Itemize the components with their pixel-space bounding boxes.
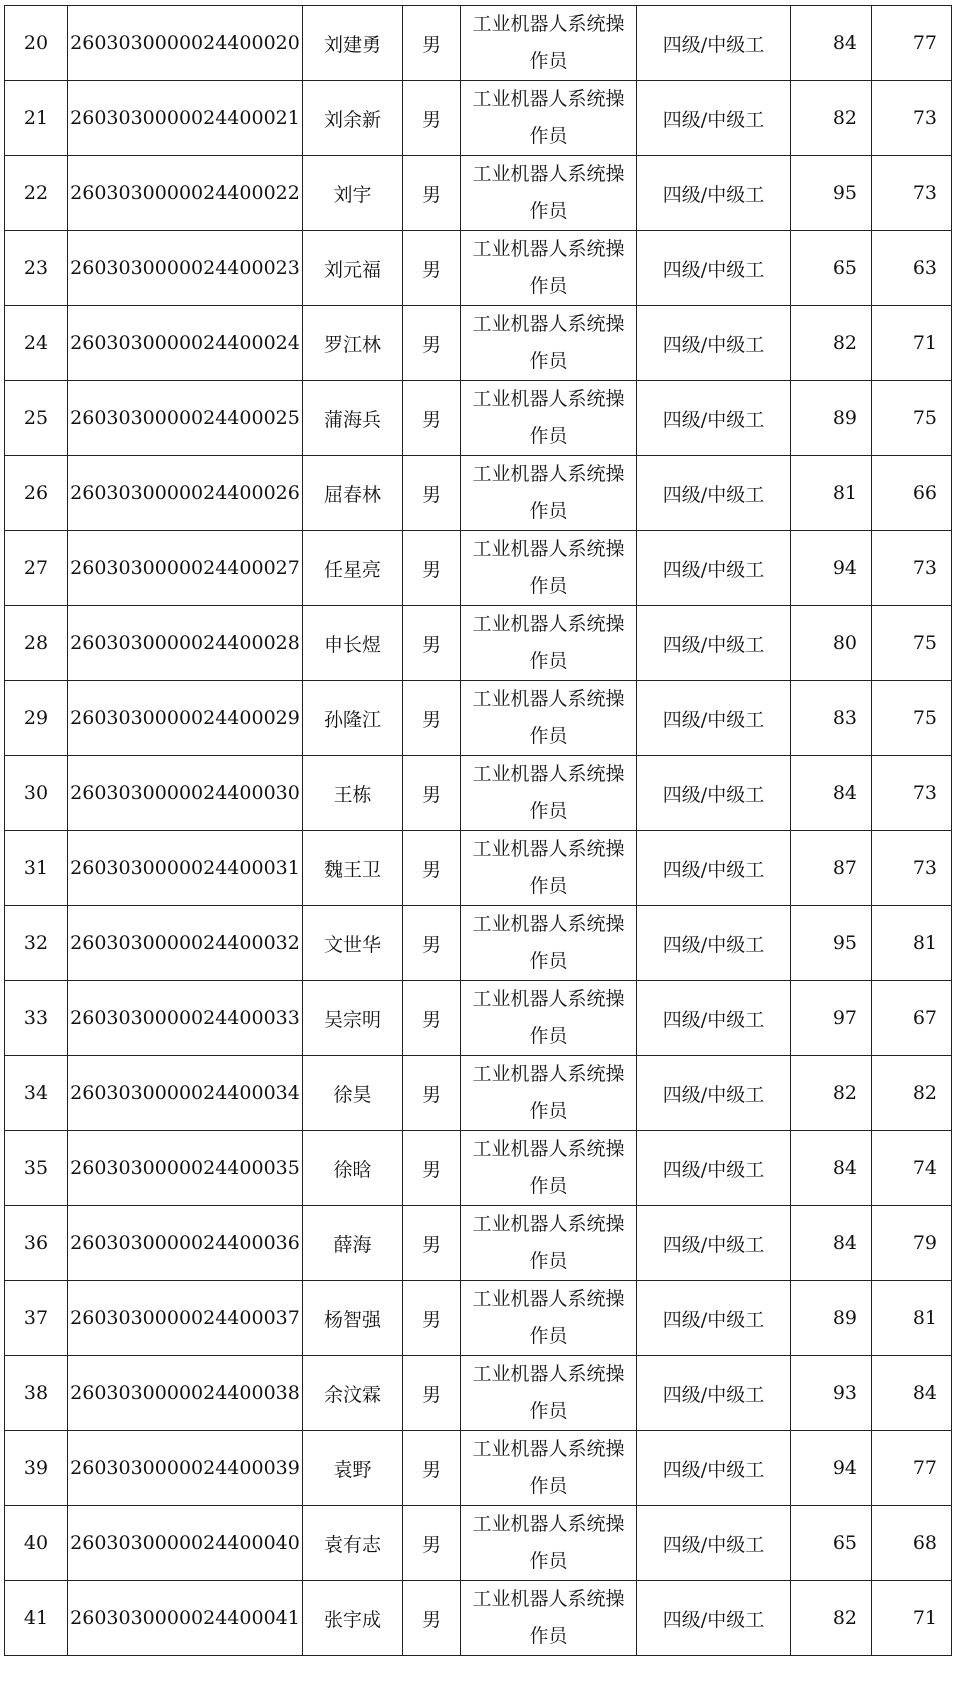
cell-score-b: 71 [872, 1581, 952, 1656]
cell-seq: 28 [5, 606, 68, 681]
cell-seq: 27 [5, 531, 68, 606]
cell-level: 四级/中级工 [637, 606, 791, 681]
cell-occupation: 工业机器人系统操作员 [461, 831, 637, 906]
cell-score-a: 97 [791, 981, 872, 1056]
cell-score-b: 74 [872, 1131, 952, 1206]
cell-cert-no: 2603030000024400027 [68, 531, 303, 606]
results-table [4, 5, 952, 1656]
cell-score-a: 82 [791, 1056, 872, 1131]
table-row [5, 531, 952, 606]
cell-name: 任星亮 [303, 531, 403, 606]
cell-level: 四级/中级工 [637, 6, 791, 81]
cell-occupation: 工业机器人系统操作员 [461, 1131, 637, 1206]
cell-occupation: 工业机器人系统操作员 [461, 306, 637, 381]
cell-seq: 30 [5, 756, 68, 831]
table-row [5, 231, 952, 306]
cell-score-b: 81 [872, 906, 952, 981]
cell-gender: 男 [403, 1206, 461, 1281]
cell-cert-no: 2603030000024400025 [68, 381, 303, 456]
cell-occupation: 工业机器人系统操作员 [461, 6, 637, 81]
table-row [5, 981, 952, 1056]
cell-occupation: 工业机器人系统操作员 [461, 1281, 637, 1356]
cell-occupation: 工业机器人系统操作员 [461, 1356, 637, 1431]
cell-score-a: 81 [791, 456, 872, 531]
cell-seq: 33 [5, 981, 68, 1056]
cell-score-b: 63 [872, 231, 952, 306]
cell-name: 袁野 [303, 1431, 403, 1506]
cell-name: 杨智强 [303, 1281, 403, 1356]
table-row [5, 1056, 952, 1131]
cell-level: 四级/中级工 [637, 456, 791, 531]
cell-occupation: 工业机器人系统操作员 [461, 531, 637, 606]
cell-score-a: 65 [791, 1506, 872, 1581]
cell-level: 四级/中级工 [637, 381, 791, 456]
cell-level: 四级/中级工 [637, 756, 791, 831]
cell-name: 刘元福 [303, 231, 403, 306]
cell-name: 刘建勇 [303, 6, 403, 81]
cell-score-a: 84 [791, 1131, 872, 1206]
cell-seq: 35 [5, 1131, 68, 1206]
cell-cert-no: 2603030000024400030 [68, 756, 303, 831]
cell-gender: 男 [403, 1356, 461, 1431]
table-row [5, 756, 952, 831]
cell-level: 四级/中级工 [637, 1356, 791, 1431]
cell-level: 四级/中级工 [637, 831, 791, 906]
cell-level: 四级/中级工 [637, 1206, 791, 1281]
cell-level: 四级/中级工 [637, 81, 791, 156]
cell-name: 孙隆江 [303, 681, 403, 756]
cell-level: 四级/中级工 [637, 156, 791, 231]
cell-cert-no: 2603030000024400034 [68, 1056, 303, 1131]
cell-gender: 男 [403, 381, 461, 456]
cell-score-b: 71 [872, 306, 952, 381]
cell-occupation: 工业机器人系统操作员 [461, 1506, 637, 1581]
table-row [5, 6, 952, 81]
cell-gender: 男 [403, 6, 461, 81]
cell-score-b: 73 [872, 156, 952, 231]
cell-level: 四级/中级工 [637, 531, 791, 606]
cell-score-b: 73 [872, 831, 952, 906]
cell-name: 蒲海兵 [303, 381, 403, 456]
cell-score-a: 65 [791, 231, 872, 306]
cell-level: 四级/中级工 [637, 1431, 791, 1506]
cell-seq: 31 [5, 831, 68, 906]
cell-score-b: 73 [872, 531, 952, 606]
cell-score-a: 84 [791, 1206, 872, 1281]
cell-gender: 男 [403, 1056, 461, 1131]
cell-gender: 男 [403, 1281, 461, 1356]
cell-name: 袁有志 [303, 1506, 403, 1581]
cell-occupation: 工业机器人系统操作员 [461, 981, 637, 1056]
cell-score-b: 75 [872, 381, 952, 456]
cell-name: 刘宇 [303, 156, 403, 231]
cell-cert-no: 2603030000024400024 [68, 306, 303, 381]
cell-name: 徐昊 [303, 1056, 403, 1131]
cell-score-a: 80 [791, 606, 872, 681]
cell-occupation: 工业机器人系统操作员 [461, 1581, 637, 1656]
cell-gender: 男 [403, 831, 461, 906]
cell-cert-no: 2603030000024400028 [68, 606, 303, 681]
cell-level: 四级/中级工 [637, 981, 791, 1056]
cell-score-b: 82 [872, 1056, 952, 1131]
cell-seq: 26 [5, 456, 68, 531]
table-row [5, 306, 952, 381]
table-row [5, 81, 952, 156]
cell-name: 余汶霖 [303, 1356, 403, 1431]
cell-seq: 38 [5, 1356, 68, 1431]
cell-cert-no: 2603030000024400022 [68, 156, 303, 231]
cell-score-b: 77 [872, 1431, 952, 1506]
cell-seq: 29 [5, 681, 68, 756]
cell-occupation: 工业机器人系统操作员 [461, 81, 637, 156]
cell-cert-no: 2603030000024400026 [68, 456, 303, 531]
cell-seq: 22 [5, 156, 68, 231]
cell-score-b: 73 [872, 81, 952, 156]
cell-seq: 32 [5, 906, 68, 981]
cell-cert-no: 2603030000024400035 [68, 1131, 303, 1206]
table-row [5, 1206, 952, 1281]
cell-name: 文世华 [303, 906, 403, 981]
cell-score-a: 94 [791, 1431, 872, 1506]
cell-score-a: 84 [791, 756, 872, 831]
cell-gender: 男 [403, 531, 461, 606]
cell-name: 屈春林 [303, 456, 403, 531]
cell-cert-no: 2603030000024400021 [68, 81, 303, 156]
table-row [5, 831, 952, 906]
cell-level: 四级/中级工 [637, 681, 791, 756]
cell-seq: 20 [5, 6, 68, 81]
cell-gender: 男 [403, 681, 461, 756]
table-row [5, 681, 952, 756]
cell-score-a: 82 [791, 1581, 872, 1656]
cell-score-b: 75 [872, 606, 952, 681]
cell-name: 罗江林 [303, 306, 403, 381]
cell-cert-no: 2603030000024400023 [68, 231, 303, 306]
cell-score-a: 87 [791, 831, 872, 906]
cell-cert-no: 2603030000024400041 [68, 1581, 303, 1656]
cell-name: 申长煜 [303, 606, 403, 681]
cell-score-a: 95 [791, 156, 872, 231]
cell-seq: 23 [5, 231, 68, 306]
cell-cert-no: 2603030000024400020 [68, 6, 303, 81]
cell-occupation: 工业机器人系统操作员 [461, 381, 637, 456]
table-body [5, 6, 952, 1656]
cell-level: 四级/中级工 [637, 1056, 791, 1131]
cell-score-a: 93 [791, 1356, 872, 1431]
cell-level: 四级/中级工 [637, 306, 791, 381]
cell-gender: 男 [403, 1506, 461, 1581]
cell-score-b: 77 [872, 6, 952, 81]
table-row [5, 1581, 952, 1656]
cell-score-a: 94 [791, 531, 872, 606]
cell-score-a: 89 [791, 1281, 872, 1356]
cell-seq: 39 [5, 1431, 68, 1506]
cell-gender: 男 [403, 756, 461, 831]
cell-occupation: 工业机器人系统操作员 [461, 1056, 637, 1131]
cell-score-b: 66 [872, 456, 952, 531]
cell-cert-no: 2603030000024400029 [68, 681, 303, 756]
cell-score-a: 82 [791, 306, 872, 381]
cell-name: 王栋 [303, 756, 403, 831]
cell-cert-no: 2603030000024400037 [68, 1281, 303, 1356]
cell-seq: 36 [5, 1206, 68, 1281]
table-row [5, 1131, 952, 1206]
cell-score-b: 79 [872, 1206, 952, 1281]
cell-seq: 21 [5, 81, 68, 156]
cell-cert-no: 2603030000024400040 [68, 1506, 303, 1581]
table-row [5, 381, 952, 456]
cell-level: 四级/中级工 [637, 1581, 791, 1656]
cell-score-b: 73 [872, 756, 952, 831]
cell-cert-no: 2603030000024400039 [68, 1431, 303, 1506]
cell-gender: 男 [403, 1431, 461, 1506]
cell-score-b: 81 [872, 1281, 952, 1356]
table-row [5, 1431, 952, 1506]
cell-name: 魏王卫 [303, 831, 403, 906]
cell-score-a: 89 [791, 381, 872, 456]
cell-occupation: 工业机器人系统操作员 [461, 1431, 637, 1506]
cell-name: 吴宗明 [303, 981, 403, 1056]
table-row [5, 1356, 952, 1431]
cell-name: 薛海 [303, 1206, 403, 1281]
table-row [5, 456, 952, 531]
table-row [5, 606, 952, 681]
cell-level: 四级/中级工 [637, 1281, 791, 1356]
cell-seq: 37 [5, 1281, 68, 1356]
table-row [5, 1281, 952, 1356]
cell-seq: 41 [5, 1581, 68, 1656]
cell-cert-no: 2603030000024400031 [68, 831, 303, 906]
cell-gender: 男 [403, 906, 461, 981]
cell-occupation: 工业机器人系统操作员 [461, 906, 637, 981]
cell-cert-no: 2603030000024400033 [68, 981, 303, 1056]
cell-seq: 24 [5, 306, 68, 381]
cell-name: 徐晗 [303, 1131, 403, 1206]
cell-occupation: 工业机器人系统操作员 [461, 606, 637, 681]
cell-level: 四级/中级工 [637, 231, 791, 306]
table-row [5, 906, 952, 981]
cell-cert-no: 2603030000024400038 [68, 1356, 303, 1431]
cell-level: 四级/中级工 [637, 906, 791, 981]
cell-seq: 25 [5, 381, 68, 456]
cell-gender: 男 [403, 306, 461, 381]
cell-gender: 男 [403, 81, 461, 156]
cell-cert-no: 2603030000024400032 [68, 906, 303, 981]
cell-occupation: 工业机器人系统操作员 [461, 756, 637, 831]
cell-score-b: 84 [872, 1356, 952, 1431]
cell-seq: 34 [5, 1056, 68, 1131]
cell-occupation: 工业机器人系统操作员 [461, 156, 637, 231]
cell-score-b: 68 [872, 1506, 952, 1581]
cell-gender: 男 [403, 606, 461, 681]
cell-score-b: 75 [872, 681, 952, 756]
cell-occupation: 工业机器人系统操作员 [461, 681, 637, 756]
cell-score-a: 95 [791, 906, 872, 981]
cell-score-a: 84 [791, 6, 872, 81]
table-row [5, 156, 952, 231]
cell-seq: 40 [5, 1506, 68, 1581]
cell-gender: 男 [403, 156, 461, 231]
cell-gender: 男 [403, 231, 461, 306]
cell-gender: 男 [403, 1131, 461, 1206]
cell-level: 四级/中级工 [637, 1506, 791, 1581]
cell-score-a: 82 [791, 81, 872, 156]
cell-occupation: 工业机器人系统操作员 [461, 456, 637, 531]
cell-name: 刘余新 [303, 81, 403, 156]
cell-name: 张宇成 [303, 1581, 403, 1656]
cell-level: 四级/中级工 [637, 1131, 791, 1206]
cell-score-a: 83 [791, 681, 872, 756]
cell-gender: 男 [403, 1581, 461, 1656]
cell-cert-no: 2603030000024400036 [68, 1206, 303, 1281]
cell-occupation: 工业机器人系统操作员 [461, 231, 637, 306]
cell-occupation: 工业机器人系统操作员 [461, 1206, 637, 1281]
cell-gender: 男 [403, 981, 461, 1056]
table-row [5, 1506, 952, 1581]
cell-score-b: 67 [872, 981, 952, 1056]
cell-gender: 男 [403, 456, 461, 531]
